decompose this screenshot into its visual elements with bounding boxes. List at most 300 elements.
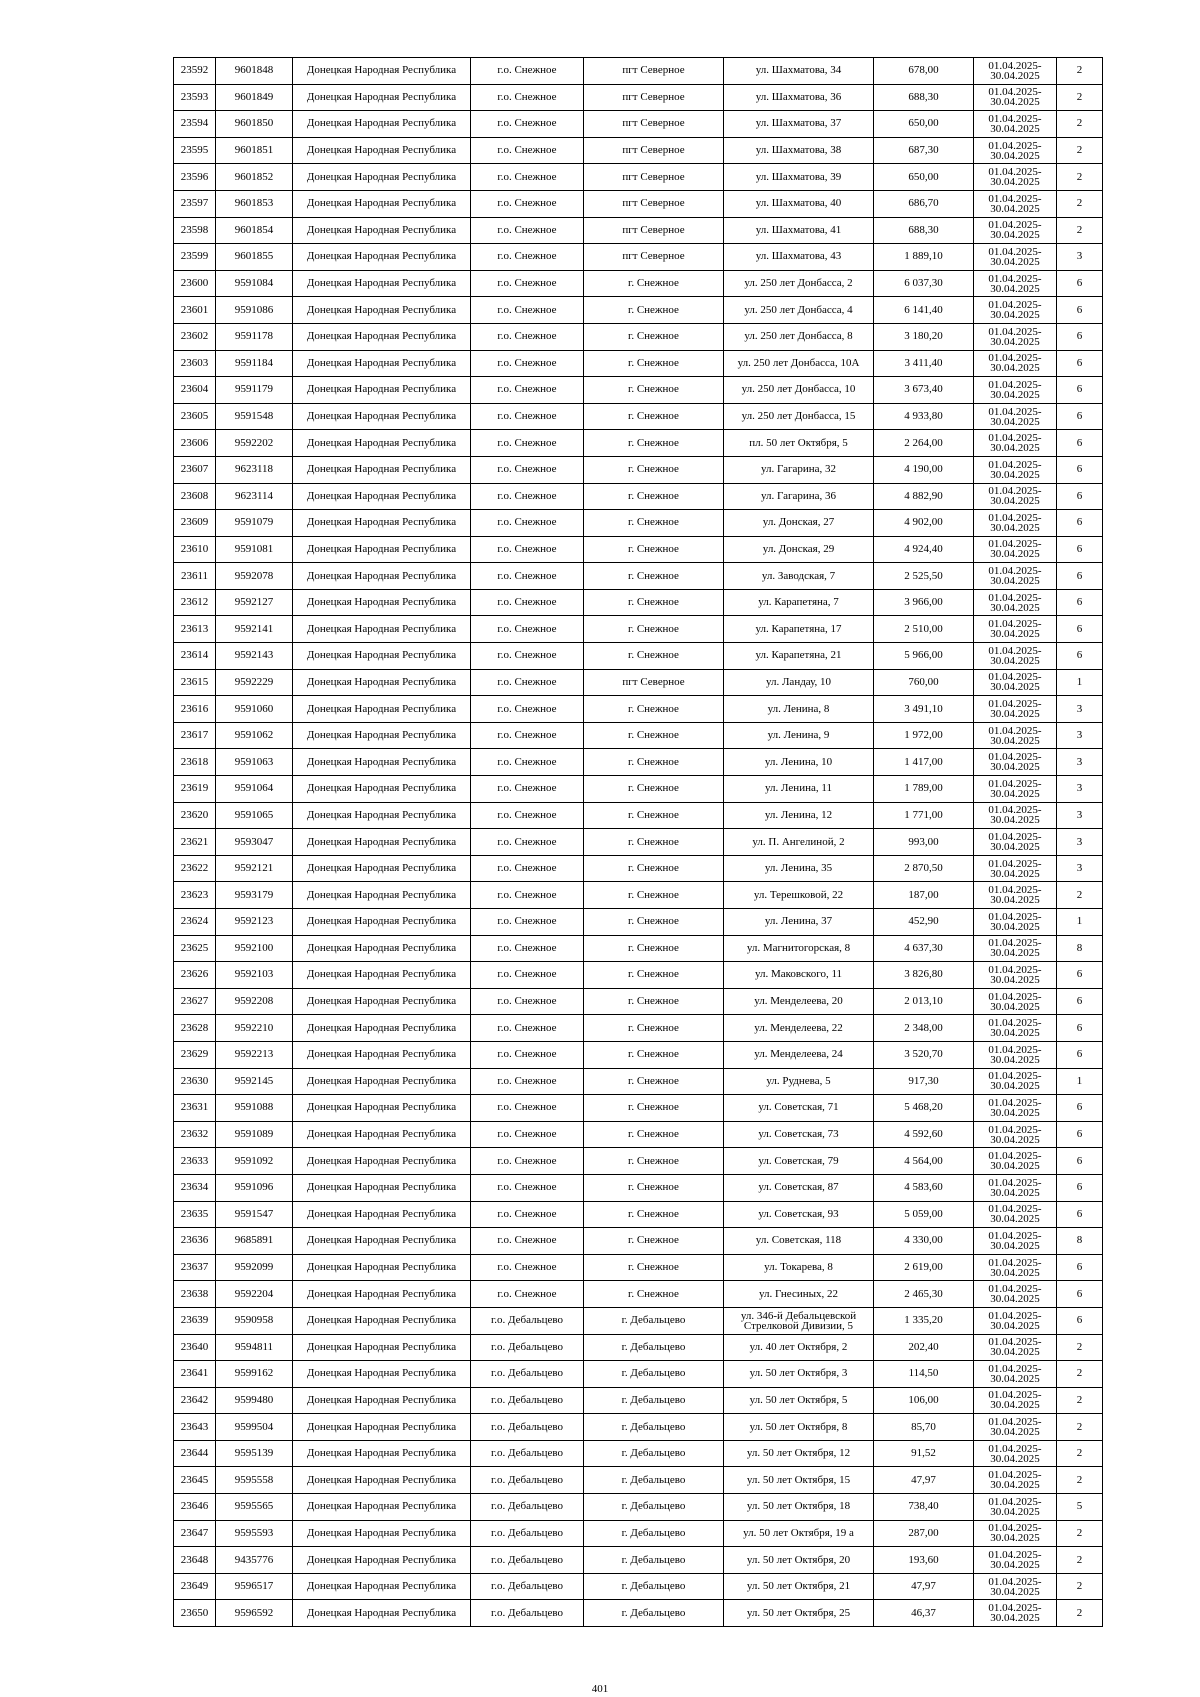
region-cell: Донецкая Народная Республика (293, 1281, 471, 1308)
locality-cell: г. Снежное (584, 1015, 724, 1042)
table-row (174, 1254, 1103, 1281)
count-cell: 2 (1057, 1440, 1103, 1467)
count-cell: 3 (1057, 244, 1103, 271)
address-cell: ул. Советская, 87 (724, 1174, 874, 1201)
district-cell: г.о. Дебальцево (471, 1573, 584, 1600)
area-cell: 5 966,00 (874, 643, 974, 670)
address-cell: ул. Гагарина, 32 (724, 456, 874, 483)
period-cell: 01.04.2025- 30.04.2025 (974, 1041, 1057, 1068)
district-cell: г.о. Снежное (471, 510, 584, 537)
area-cell: 4 882,90 (874, 483, 974, 510)
region-cell: Донецкая Народная Республика (293, 1334, 471, 1361)
count-cell: 6 (1057, 1121, 1103, 1148)
district-cell: г.о. Снежное (471, 1201, 584, 1228)
object-id-cell: 9592127 (216, 589, 293, 616)
object-id-cell: 9601853 (216, 190, 293, 217)
district-cell: г.о. Дебальцево (471, 1520, 584, 1547)
area-cell: 187,00 (874, 882, 974, 909)
area-cell: 1 889,10 (874, 244, 974, 271)
address-cell: ул. Донская, 29 (724, 536, 874, 563)
object-id-cell: 9591084 (216, 270, 293, 297)
count-cell: 2 (1057, 1547, 1103, 1574)
region-cell: Донецкая Народная Республика (293, 1520, 471, 1547)
address-cell: ул. Руднева, 5 (724, 1068, 874, 1095)
period-cell: 01.04.2025- 30.04.2025 (974, 855, 1057, 882)
object-id-cell: 9591064 (216, 776, 293, 803)
row-number-cell: 23647 (174, 1520, 216, 1547)
area-cell: 4 564,00 (874, 1148, 974, 1175)
count-cell: 6 (1057, 483, 1103, 510)
period-cell: 01.04.2025- 30.04.2025 (974, 988, 1057, 1015)
region-cell: Донецкая Народная Республика (293, 855, 471, 882)
table-row (174, 270, 1103, 297)
address-cell: ул. Советская, 79 (724, 1148, 874, 1175)
period-cell: 01.04.2025- 30.04.2025 (974, 1361, 1057, 1388)
table-row (174, 1520, 1103, 1547)
table-body (174, 58, 1103, 1627)
count-cell: 3 (1057, 749, 1103, 776)
count-cell: 6 (1057, 589, 1103, 616)
row-number-cell: 23646 (174, 1494, 216, 1521)
row-number-cell: 23622 (174, 855, 216, 882)
period-cell: 01.04.2025- 30.04.2025 (974, 1281, 1057, 1308)
count-cell: 2 (1057, 1334, 1103, 1361)
locality-cell: г. Снежное (584, 1281, 724, 1308)
locality-cell: пгт Северное (584, 190, 724, 217)
area-cell: 106,00 (874, 1387, 974, 1414)
period-cell: 01.04.2025- 30.04.2025 (974, 696, 1057, 723)
address-cell: ул. 50 лет Октября, 12 (724, 1440, 874, 1467)
region-cell: Донецкая Народная Республика (293, 536, 471, 563)
count-cell: 2 (1057, 1467, 1103, 1494)
table-row (174, 137, 1103, 164)
object-id-cell: 9601849 (216, 84, 293, 111)
address-cell: ул. 50 лет Октября, 8 (724, 1414, 874, 1441)
district-cell: г.о. Снежное (471, 802, 584, 829)
address-cell: ул. 50 лет Октября, 5 (724, 1387, 874, 1414)
locality-cell: г. Дебальцево (584, 1600, 724, 1627)
locality-cell: пгт Северное (584, 111, 724, 138)
row-number-cell: 23611 (174, 563, 216, 590)
district-cell: г.о. Снежное (471, 722, 584, 749)
district-cell: г.о. Снежное (471, 190, 584, 217)
locality-cell: г. Снежное (584, 536, 724, 563)
table-row (174, 1547, 1103, 1574)
object-id-cell: 9601851 (216, 137, 293, 164)
object-id-cell: 9592202 (216, 430, 293, 457)
object-id-cell: 9595558 (216, 1467, 293, 1494)
address-cell: ул. 250 лет Донбасса, 2 (724, 270, 874, 297)
object-id-cell: 9601854 (216, 217, 293, 244)
count-cell: 2 (1057, 217, 1103, 244)
row-number-cell: 23607 (174, 456, 216, 483)
count-cell: 3 (1057, 696, 1103, 723)
row-number-cell: 23639 (174, 1307, 216, 1334)
region-cell: Донецкая Народная Республика (293, 1547, 471, 1574)
table-row (174, 1201, 1103, 1228)
address-cell: ул. 50 лет Октября, 15 (724, 1467, 874, 1494)
district-cell: г.о. Снежное (471, 323, 584, 350)
period-cell: 01.04.2025- 30.04.2025 (974, 164, 1057, 191)
count-cell: 6 (1057, 1174, 1103, 1201)
locality-cell: г. Снежное (584, 323, 724, 350)
table-row (174, 829, 1103, 856)
period-cell: 01.04.2025- 30.04.2025 (974, 1387, 1057, 1414)
district-cell: г.о. Снежное (471, 536, 584, 563)
area-cell: 3 673,40 (874, 377, 974, 404)
area-cell: 2 525,50 (874, 563, 974, 590)
period-cell: 01.04.2025- 30.04.2025 (974, 909, 1057, 936)
district-cell: г.о. Снежное (471, 988, 584, 1015)
district-cell: г.о. Снежное (471, 1068, 584, 1095)
table-row (174, 244, 1103, 271)
region-cell: Донецкая Народная Республика (293, 111, 471, 138)
district-cell: г.о. Снежное (471, 1148, 584, 1175)
period-cell: 01.04.2025- 30.04.2025 (974, 962, 1057, 989)
area-cell: 1 789,00 (874, 776, 974, 803)
area-cell: 287,00 (874, 1520, 974, 1547)
district-cell: г.о. Дебальцево (471, 1307, 584, 1334)
count-cell: 6 (1057, 1254, 1103, 1281)
region-cell: Донецкая Народная Республика (293, 483, 471, 510)
count-cell: 6 (1057, 350, 1103, 377)
district-cell: г.о. Снежное (471, 483, 584, 510)
address-cell: ул. Менделеева, 20 (724, 988, 874, 1015)
object-id-cell: 9591547 (216, 1201, 293, 1228)
object-id-cell: 9596592 (216, 1600, 293, 1627)
region-cell: Донецкая Народная Республика (293, 1307, 471, 1334)
region-cell: Донецкая Народная Республика (293, 935, 471, 962)
period-cell: 01.04.2025- 30.04.2025 (974, 589, 1057, 616)
row-number-cell: 23618 (174, 749, 216, 776)
row-number-cell: 23612 (174, 589, 216, 616)
district-cell: г.о. Снежное (471, 749, 584, 776)
district-cell: г.о. Снежное (471, 1095, 584, 1122)
table-row (174, 616, 1103, 643)
row-number-cell: 23636 (174, 1228, 216, 1255)
locality-cell: пгт Северное (584, 164, 724, 191)
address-cell: ул. 50 лет Октября, 18 (724, 1494, 874, 1521)
object-id-cell: 9596517 (216, 1573, 293, 1600)
period-cell: 01.04.2025- 30.04.2025 (974, 456, 1057, 483)
district-cell: г.о. Снежное (471, 137, 584, 164)
district-cell: г.о. Дебальцево (471, 1494, 584, 1521)
object-id-cell: 9590958 (216, 1307, 293, 1334)
area-cell: 650,00 (874, 111, 974, 138)
count-cell: 6 (1057, 377, 1103, 404)
region-cell: Донецкая Народная Республика (293, 909, 471, 936)
address-cell: ул. Гагарина, 36 (724, 483, 874, 510)
area-cell: 47,97 (874, 1573, 974, 1600)
count-cell: 3 (1057, 722, 1103, 749)
table-row (174, 1095, 1103, 1122)
period-cell: 01.04.2025- 30.04.2025 (974, 1440, 1057, 1467)
period-cell: 01.04.2025- 30.04.2025 (974, 1307, 1057, 1334)
region-cell: Донецкая Народная Республика (293, 1148, 471, 1175)
area-cell: 6 141,40 (874, 297, 974, 324)
address-cell: ул. Ленина, 11 (724, 776, 874, 803)
object-id-cell: 9435776 (216, 1547, 293, 1574)
row-number-cell: 23650 (174, 1600, 216, 1627)
table-row (174, 1307, 1103, 1334)
object-id-cell: 9599504 (216, 1414, 293, 1441)
count-cell: 2 (1057, 84, 1103, 111)
table-row (174, 1334, 1103, 1361)
object-id-cell: 9592100 (216, 935, 293, 962)
district-cell: г.о. Дебальцево (471, 1334, 584, 1361)
locality-cell: г. Снежное (584, 1041, 724, 1068)
object-id-cell: 9592143 (216, 643, 293, 670)
address-cell: ул. Менделеева, 24 (724, 1041, 874, 1068)
area-cell: 2 465,30 (874, 1281, 974, 1308)
period-cell: 01.04.2025- 30.04.2025 (974, 1228, 1057, 1255)
address-cell: ул. Карапетяна, 17 (724, 616, 874, 643)
address-cell: ул. Шахматова, 41 (724, 217, 874, 244)
table-row (174, 350, 1103, 377)
address-cell: ул. 50 лет Октября, 21 (724, 1573, 874, 1600)
count-cell: 6 (1057, 988, 1103, 1015)
count-cell: 3 (1057, 829, 1103, 856)
period-cell: 01.04.2025- 30.04.2025 (974, 563, 1057, 590)
address-cell: ул. Советская, 71 (724, 1095, 874, 1122)
table-row (174, 962, 1103, 989)
count-cell: 2 (1057, 164, 1103, 191)
object-id-cell: 9591060 (216, 696, 293, 723)
area-cell: 2 870,50 (874, 855, 974, 882)
object-id-cell: 9591548 (216, 403, 293, 430)
count-cell: 6 (1057, 297, 1103, 324)
table-row (174, 1600, 1103, 1627)
row-number-cell: 23605 (174, 403, 216, 430)
address-cell: ул. Карапетяна, 7 (724, 589, 874, 616)
district-cell: г.о. Снежное (471, 1174, 584, 1201)
period-cell: 01.04.2025- 30.04.2025 (974, 882, 1057, 909)
count-cell: 6 (1057, 1307, 1103, 1334)
area-cell: 3 411,40 (874, 350, 974, 377)
count-cell: 8 (1057, 935, 1103, 962)
region-cell: Донецкая Народная Республика (293, 643, 471, 670)
region-cell: Донецкая Народная Республика (293, 749, 471, 776)
period-cell: 01.04.2025- 30.04.2025 (974, 616, 1057, 643)
period-cell: 01.04.2025- 30.04.2025 (974, 270, 1057, 297)
area-cell: 91,52 (874, 1440, 974, 1467)
locality-cell: г. Дебальцево (584, 1573, 724, 1600)
table-row (174, 58, 1103, 85)
district-cell: г.о. Дебальцево (471, 1414, 584, 1441)
row-number-cell: 23634 (174, 1174, 216, 1201)
table-row (174, 323, 1103, 350)
address-cell: ул. Шахматова, 38 (724, 137, 874, 164)
region-cell: Донецкая Народная Республика (293, 1387, 471, 1414)
locality-cell: г. Снежное (584, 909, 724, 936)
area-cell: 4 902,00 (874, 510, 974, 537)
row-number-cell: 23642 (174, 1387, 216, 1414)
row-number-cell: 23602 (174, 323, 216, 350)
locality-cell: г. Снежное (584, 1148, 724, 1175)
period-cell: 01.04.2025- 30.04.2025 (974, 1494, 1057, 1521)
count-cell: 6 (1057, 643, 1103, 670)
region-cell: Донецкая Народная Республика (293, 164, 471, 191)
count-cell: 2 (1057, 882, 1103, 909)
area-cell: 114,50 (874, 1361, 974, 1388)
region-cell: Донецкая Народная Республика (293, 1174, 471, 1201)
region-cell: Донецкая Народная Республика (293, 510, 471, 537)
region-cell: Донецкая Народная Республика (293, 137, 471, 164)
period-cell: 01.04.2025- 30.04.2025 (974, 802, 1057, 829)
locality-cell: г. Снежное (584, 1121, 724, 1148)
address-cell: ул. 250 лет Донбасса, 8 (724, 323, 874, 350)
locality-cell: г. Снежное (584, 962, 724, 989)
area-cell: 3 826,80 (874, 962, 974, 989)
address-cell: ул. Маковского, 11 (724, 962, 874, 989)
object-id-cell: 9599480 (216, 1387, 293, 1414)
table-row (174, 749, 1103, 776)
address-cell: ул. Донская, 27 (724, 510, 874, 537)
region-cell: Донецкая Народная Республика (293, 616, 471, 643)
locality-cell: г. Дебальцево (584, 1440, 724, 1467)
address-cell: ул. 50 лет Октября, 3 (724, 1361, 874, 1388)
table-row (174, 1121, 1103, 1148)
area-cell: 1 972,00 (874, 722, 974, 749)
object-id-cell: 9591179 (216, 377, 293, 404)
address-cell: пл. 50 лет Октября, 5 (724, 430, 874, 457)
row-number-cell: 23595 (174, 137, 216, 164)
period-cell: 01.04.2025- 30.04.2025 (974, 1254, 1057, 1281)
area-cell: 917,30 (874, 1068, 974, 1095)
area-cell: 47,97 (874, 1467, 974, 1494)
locality-cell: г. Снежное (584, 483, 724, 510)
region-cell: Донецкая Народная Республика (293, 244, 471, 271)
object-id-cell: 9592145 (216, 1068, 293, 1095)
row-number-cell: 23632 (174, 1121, 216, 1148)
period-cell: 01.04.2025- 30.04.2025 (974, 483, 1057, 510)
period-cell: 01.04.2025- 30.04.2025 (974, 323, 1057, 350)
area-cell: 2 619,00 (874, 1254, 974, 1281)
table-row (174, 589, 1103, 616)
district-cell: г.о. Снежное (471, 882, 584, 909)
table-row (174, 696, 1103, 723)
region-cell: Донецкая Народная Республика (293, 1228, 471, 1255)
locality-cell: г. Снежное (584, 377, 724, 404)
district-cell: г.о. Снежное (471, 111, 584, 138)
period-cell: 01.04.2025- 30.04.2025 (974, 137, 1057, 164)
locality-cell: г. Снежное (584, 749, 724, 776)
table-row (174, 164, 1103, 191)
object-id-cell: 9591092 (216, 1148, 293, 1175)
address-cell: ул. 50 лет Октября, 19 а (724, 1520, 874, 1547)
region-cell: Донецкая Народная Республика (293, 563, 471, 590)
region-cell: Донецкая Народная Республика (293, 1121, 471, 1148)
period-cell: 01.04.2025- 30.04.2025 (974, 1573, 1057, 1600)
locality-cell: г. Снежное (584, 270, 724, 297)
region-cell: Донецкая Народная Республика (293, 456, 471, 483)
table-row (174, 802, 1103, 829)
row-number-cell: 23619 (174, 776, 216, 803)
row-number-cell: 23609 (174, 510, 216, 537)
count-cell: 6 (1057, 536, 1103, 563)
district-cell: г.о. Снежное (471, 1041, 584, 1068)
period-cell: 01.04.2025- 30.04.2025 (974, 1174, 1057, 1201)
address-cell: ул. Советская, 73 (724, 1121, 874, 1148)
object-id-cell: 9591184 (216, 350, 293, 377)
period-cell: 01.04.2025- 30.04.2025 (974, 1467, 1057, 1494)
period-cell: 01.04.2025- 30.04.2025 (974, 1148, 1057, 1175)
row-number-cell: 23593 (174, 84, 216, 111)
row-number-cell: 23623 (174, 882, 216, 909)
area-cell: 738,40 (874, 1494, 974, 1521)
region-cell: Донецкая Народная Республика (293, 1494, 471, 1521)
area-cell: 5 468,20 (874, 1095, 974, 1122)
district-cell: г.о. Снежное (471, 696, 584, 723)
locality-cell: пгт Северное (584, 58, 724, 85)
address-cell: ул. Ленина, 12 (724, 802, 874, 829)
period-cell: 01.04.2025- 30.04.2025 (974, 350, 1057, 377)
locality-cell: г. Снежное (584, 696, 724, 723)
locality-cell: г. Снежное (584, 510, 724, 537)
address-cell: ул. Советская, 93 (724, 1201, 874, 1228)
row-number-cell: 23604 (174, 377, 216, 404)
table-row (174, 403, 1103, 430)
table-row (174, 1467, 1103, 1494)
district-cell: г.о. Снежное (471, 456, 584, 483)
locality-cell: г. Снежное (584, 403, 724, 430)
object-id-cell: 9623118 (216, 456, 293, 483)
table-row (174, 1440, 1103, 1467)
area-cell: 2 013,10 (874, 988, 974, 1015)
object-id-cell: 9601850 (216, 111, 293, 138)
locality-cell: г. Снежное (584, 1201, 724, 1228)
table-row (174, 190, 1103, 217)
table-row (174, 1174, 1103, 1201)
row-number-cell: 23601 (174, 297, 216, 324)
locality-cell: г. Снежное (584, 563, 724, 590)
table-row (174, 430, 1103, 457)
locality-cell: г. Снежное (584, 456, 724, 483)
table-row (174, 643, 1103, 670)
count-cell: 8 (1057, 1228, 1103, 1255)
address-cell: ул. Ленина, 8 (724, 696, 874, 723)
locality-cell: г. Снежное (584, 643, 724, 670)
address-cell: ул. Ленина, 37 (724, 909, 874, 936)
area-cell: 4 637,30 (874, 935, 974, 962)
object-id-cell: 9601855 (216, 244, 293, 271)
table-row (174, 1068, 1103, 1095)
count-cell: 5 (1057, 1494, 1103, 1521)
area-cell: 4 330,00 (874, 1228, 974, 1255)
period-cell: 01.04.2025- 30.04.2025 (974, 58, 1057, 85)
period-cell: 01.04.2025- 30.04.2025 (974, 111, 1057, 138)
object-id-cell: 9601848 (216, 58, 293, 85)
locality-cell: пгт Северное (584, 669, 724, 696)
period-cell: 01.04.2025- 30.04.2025 (974, 776, 1057, 803)
district-cell: г.о. Дебальцево (471, 1361, 584, 1388)
region-cell: Донецкая Народная Республика (293, 776, 471, 803)
row-number-cell: 23625 (174, 935, 216, 962)
region-cell: Донецкая Народная Республика (293, 722, 471, 749)
area-cell: 687,30 (874, 137, 974, 164)
area-cell: 6 037,30 (874, 270, 974, 297)
area-cell: 1 417,00 (874, 749, 974, 776)
address-cell: ул. Ленина, 35 (724, 855, 874, 882)
district-cell: г.о. Снежное (471, 1228, 584, 1255)
area-cell: 202,40 (874, 1334, 974, 1361)
locality-cell: г. Снежное (584, 430, 724, 457)
district-cell: г.о. Снежное (471, 377, 584, 404)
region-cell: Донецкая Народная Республика (293, 829, 471, 856)
region-cell: Донецкая Народная Республика (293, 1201, 471, 1228)
row-number-cell: 23597 (174, 190, 216, 217)
period-cell: 01.04.2025- 30.04.2025 (974, 84, 1057, 111)
